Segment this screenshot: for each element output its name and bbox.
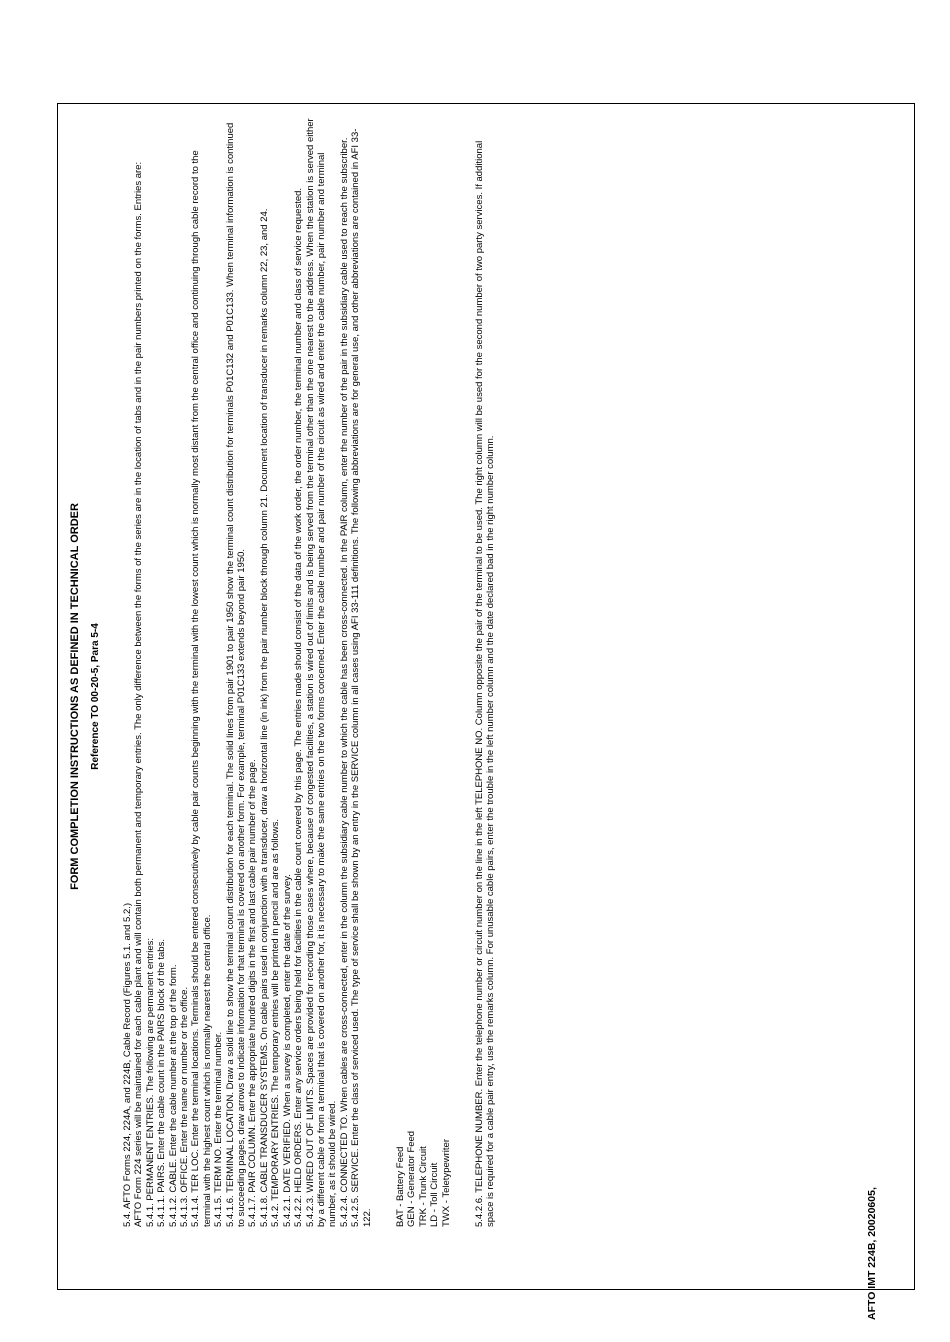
abbreviation-item: LD - Toll Circuit — [429, 1162, 441, 1227]
paragraph: 5.4.1.7. PAIR COLUMN. Enter the appropriate hundred digits in the first and last cable pair number of the page. — [247, 759, 259, 1227]
paragraph-telephone-number: 5.4.2.6. TELEPHONE NUMBER. Enter the telephone number or circuit number on the line in the left TELEPHONE NO. Column opposite the pair of the terminal to be used. The right column will be used for the second number of two party services. If additional space is required for a cable pair entry, use the remarks column. For unusable cable pairs, enter the trouble in the left number column and the date declared bad in the right number column. — [473, 140, 497, 1227]
paragraph: 5.4.2.2. HELD ORDERS. Enter any service orders being held for facilities in the cable count covered by this page. The entries made should consist of the data of the work order, the order number, the terminal number and class of service requested. — [293, 187, 305, 1227]
paragraph: 5.4.1.6. TERMINAL LOCATION. Draw a solid line to show the terminal count distribution for each terminal. The solid lines from pair 1901 to pair 1950 show the terminal count distribution for terminals P01C132 and P01C133. When terminal information is continued to succeeding pages, draw arrows to indicate information for that terminal is covered on another form. For example, terminal P01C133 extends beyond pair 1950. — [224, 122, 248, 1227]
abbreviation-item: BAT - Battery Feed — [394, 1146, 406, 1227]
document-reference: Reference TO 00-20-5, Para 5-4 — [90, 623, 101, 770]
paragraph: 5.4.1.8. CABLE TRANSDUCER SYSTEMS. On cable pairs used in conjunction with a transducer, draw a horizontal line (in ink) from the pair number block through column 21. Document location of transducer in remarks column 22, 23, and 24. — [258, 208, 270, 1227]
paragraph: 5.4.2.3. WIRED OUT OF LIMITS. Spaces are provided for recording those cases where, because of congested facilities, a station is wired out of limits and is being served from the terminal other than the one nearest to the address. When the station is served either by a different cable or from a terminal that is covered on another for, it is necessary to make the same entries on the two forms concerned. Enter the cable number and pair number of the circuit as wired and enter the cable number, pair number and terminal number, as it should be wired. — [304, 118, 339, 1227]
paragraph: 5.4.1.5. TERM NO. Enter the terminal number. — [213, 1031, 225, 1227]
instructions-body — [122, 117, 497, 1227]
paragraph: 5.4.1.1. PAIRS. Enter the cable count in the PAIRS block of the tabs. — [156, 939, 168, 1227]
paragraph: 5.4.1.3. OFFICE. Enter the name or number or the office. — [179, 986, 191, 1227]
paragraph: 5.4.2.4. CONNECTED TO. When cables are cross-connected, enter in the column the subsidiary cable number to which the cable has been cross-connected. In the PAIR column, enter the number of the pair in the subsidiary cable used to reach the subscriber. — [338, 137, 350, 1227]
rotated-page-content — [57, 103, 915, 1290]
paragraph: 5.4.1.4. TER LOC. Enter the terminal locations. Terminals should be entered consecutively by cable pair counts beginning with the terminal with the lowest count which is normally most distant from the central office and continuing through cable record to the terminal with the highest count which is normally nearest the central office. — [190, 150, 213, 1227]
paragraph: 5.4.2. TEMPORARY ENTRIES. The temporary entries will be printed in pencil and are as follows. — [270, 819, 282, 1227]
document-title: FORM COMPLETION INSTRUCTIONS AS DEFINED IN TECHNICAL ORDER — [69, 503, 81, 890]
abbreviation-item: GEN - Generator Feed — [406, 1130, 418, 1227]
paragraph: 5.4.2.5. SERVICE. Enter the class of serviced used. The type of service shall be shown by an entry in the SERVICE column in all cases using AFI 33-111 definitions. The following abbreviations are for general use, and other abbreviations are contained in AFI 33-122. — [350, 128, 373, 1227]
paragraph: 5.4.1.2. CABLE. Enter the cable number at the top of the form. — [167, 964, 179, 1227]
abbreviation-item: TRK - Trunk Circuit — [417, 1146, 429, 1227]
paragraph: 5.4. AFTO Forms 224, 224A, and 224B, Cable Record (Figures 5.1. and 5.2.) — [122, 902, 133, 1227]
abbreviation-list — [395, 117, 452, 1227]
form-footer-id: AFTO IMT 224B, 20020605, — [866, 1187, 878, 1320]
abbreviation-item: TWX - Teletypewriter — [440, 1139, 452, 1227]
paragraph: 5.4.1. PERMANENT ENTRIES. The following are permanent entries: — [144, 938, 156, 1227]
paragraph: 5.4.2.1. DATE VERIFIED. When a survey is completed, enter the date of the survey. — [281, 874, 293, 1227]
paragraph: AFTO Form 224 series will be maintained for each cable plant and will contain both permanent and temporary entries. The only difference between the forms of the series are in the location of tabs and in the pair numbers printed on the forms. Entries are: — [133, 161, 145, 1227]
